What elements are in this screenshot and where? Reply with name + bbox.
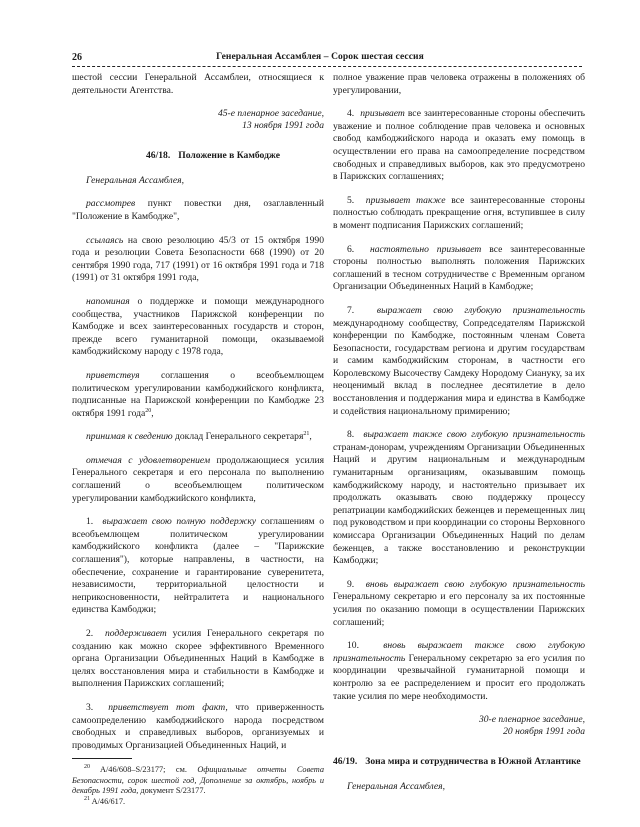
paragraph-text: все заинтересованные стороны обеспечить уважение и полное соблюдение прав человека и основных свобод камбоджийского народа и оказать ему помощь в осуществлении его права на самоопределение посредством свободных и справедливых выборов, как это предусмотрено в Парижских соглашениях; (333, 108, 586, 183)
keyword: рассмотрев (86, 198, 136, 210)
meeting-date: 20 ноября 1991 года (503, 726, 585, 738)
keyword: призывает также (365, 194, 446, 206)
preamble-paragraph (72, 296, 324, 359)
meeting-line: 45-е пленарное заседание, (217, 108, 324, 120)
paragraph-text: странам-донорам, учреждениям Организации Объединенных Наций и другим национальным и международным гуманитарным организациям, оказывавшим помощь камбоджийскому народу, и настоятельно призывает их продолжать оказывать свою поддержку процессу репатриации камбоджийских беженцев и перемещенных лиц под руководством и при координации со стороны Верховного комиссара Организации Объединенных Наций по делам беженцев, а также восстановлению и реконструкции Камбоджи; (333, 441, 585, 567)
paragraph-number: 5. (347, 194, 355, 206)
paragraph-text: все заинтересованные стороны полностью выполнять положения Парижских соглашений в тесном сотрудничестве с Временным органом Организации Объединенных Наций в Камбодже; (333, 243, 585, 293)
paragraph-number: 9. (347, 578, 355, 590)
preamble-paragraph (72, 235, 324, 285)
page-number: 26 (72, 52, 82, 63)
header-rule (72, 66, 582, 67)
keyword: ссылаясь (86, 234, 124, 246)
resolution-number: 46/19. (333, 756, 358, 768)
meeting-line: 30-е пленарное заседание, (478, 714, 585, 726)
operative-paragraph (333, 305, 585, 418)
running-head: Генеральная Ассамблея – Сорок шестая сессия (216, 52, 424, 62)
resolution-number: 46/18. (146, 150, 171, 162)
keyword: поддерживает (104, 628, 167, 639)
assembly-heading: Генеральная Ассамблея, (86, 174, 185, 186)
operative-paragraph (333, 640, 585, 703)
resolution-heading (72, 150, 324, 163)
paragraph-number: 3. (86, 701, 94, 713)
paragraph-text: на свою резолюцию 45/3 от 15 октября 1990 года и резолюции Совета Безопасности 668 (1990) от 20 сентября 1990 года, 717 (1991) от 16 октября 1991 года и 718 (1991) от 31 октября 1991 года, (72, 234, 324, 284)
meeting-signature (72, 108, 324, 132)
continuation-paragraph: полное уважение прав человека отражены в положениях об урегулировании, (333, 72, 585, 96)
resolution-title: Положение в Камбодже (178, 150, 281, 162)
keyword: настоятельно призывает (369, 243, 482, 255)
paragraph-number: 2. (86, 628, 94, 639)
right-column (333, 72, 585, 804)
resolution-heading (333, 756, 585, 769)
footnote (72, 797, 324, 808)
paragraph-number: 4. (347, 108, 355, 120)
paragraph-text: доклад Генерального секретаря (172, 431, 304, 443)
paragraph-text: продолжающиеся усилия Генерального секретаря и его персонала по выполнению соглашений о всеобъемлющем политическом урегулировании камбоджийского конфликта, (72, 454, 324, 504)
paragraph-text: соглашениям о всеобъемлющем политическом урегулировании камбоджийского конфликта (далее – "Парижские соглашения"), которые направлены, в частности, на обеспечение, сохранение и гарантирование суверенитета, независимости, территориальной целостности и неприкосновенности, нейтралитета и национального единства Камбоджи; (72, 516, 324, 616)
paragraph-number: 8. (347, 429, 355, 441)
keyword: приветствует тот факт, (108, 701, 228, 713)
paragraph-number: 6. (347, 243, 355, 255)
continuation-paragraph: шестой сессии Генеральной Ассамблеи, относящиеся к деятельности Агентства. (72, 72, 324, 96)
keyword: выражает также свою глубокую признательность (363, 429, 585, 441)
preamble-paragraph: приветствуя соглашения о всеобъемлющем политическом урегулировании камбоджийского конфликта, подписанные на Парижской конференции по Камбодже 23 октября 1991 года$^{20}$, (72, 369, 324, 419)
footnote-text: A/46/608–S/23177; см. (100, 765, 198, 775)
assembly-heading: Генеральная Ассамблея, (347, 780, 446, 792)
resolution-title: Зона мира и сотрудничества в Южной Атлантике (365, 756, 581, 768)
keyword: принимая к сведению (86, 431, 173, 443)
meeting-date: 13 ноября 1991 года (242, 120, 324, 132)
paragraph-number: 7. (347, 304, 355, 316)
operative-paragraph (333, 108, 585, 184)
operative-paragraph (333, 429, 585, 568)
keyword: вновь выражает свою глубокую признательность (365, 578, 585, 590)
footnote-mark: 21 (84, 796, 90, 803)
footnote-ref: 20 (145, 407, 152, 414)
footnote-source: Официальные отчеты Совета Безопасности, сорок шестой год, Дополнение за октябрь, ноябрь и декабрь 1991 года, (72, 765, 324, 796)
keyword: призывает (360, 108, 405, 120)
keyword: отмечая с удовлетворением (86, 454, 211, 466)
preamble-paragraph: принимая к сведению доклад Генерального секретаря$^{21}$, (86, 431, 312, 443)
keyword: выражает свою полную поддержку (102, 516, 257, 528)
operative-paragraph (333, 244, 585, 294)
footnote (72, 765, 324, 797)
keyword: вновь выражает также свою глубокую признательность (333, 640, 585, 664)
operative-paragraph (72, 702, 324, 752)
paragraph-text: международному сообществу, Сопредседателям Парижской конференции по Камбодже, постоянным членам Совета Безопасности, государствам региона и другим государствам и самим камбоджийским сторонам, в частности его Королевскому Высочеству Самдеку Нородому Сиануку, за их неоценимый вклад в последнее десятилетие в дело восстановления и поддержания мира и единства в Камбодже и содействия национальному примирению; (333, 317, 585, 417)
meeting-signature (333, 714, 585, 738)
operative-paragraph (333, 579, 585, 629)
keyword: выражает свою глубокую признательность (376, 304, 585, 316)
paragraph-number: 1. (86, 516, 94, 528)
keyword: приветствуя (86, 369, 140, 381)
operative-paragraph (333, 195, 585, 233)
paragraph-text: все заинтересованные стороны полностью соблюдать прекращение огня, вступившее в силу в момент подписания Парижских соглашений; (333, 194, 585, 231)
left-column (72, 72, 324, 807)
footnotes (72, 758, 324, 807)
paragraph-text: усилия Генерального секретаря по созданию как можно скорее эффективного Временного органа Организации Объединенных Наций в Камбодже в целях восстановления мира и стабильности в Камбодже и выполнения Парижских соглашений; (72, 628, 325, 690)
footnote-rule (72, 758, 132, 759)
paragraph-text: соглашения о всеобъемлющем политическом урегулировании камбоджийского конфликта, подписанные на Парижской конференции по Камбодже 23 октября 1991 года (72, 369, 324, 419)
footnote-text: A/46/617. (91, 796, 126, 806)
paragraph-number: 10. (347, 640, 359, 652)
preamble-paragraph (72, 455, 324, 505)
footnote-ref: 21 (303, 431, 310, 438)
footnote-mark: 20 (84, 764, 90, 771)
keyword: напоминая (86, 295, 130, 307)
paragraph-text: Генеральному секретарю и его персоналу за их постоянные усилия по оказанию помощи в осуществлении Парижских соглашений; (333, 591, 585, 628)
operative-paragraph (72, 516, 324, 617)
paragraph-text: Генеральному секретарю за его усилия по координации чрезвычайной гуманитарной помощи и контролю за ее распределением и просит его продолжать такие усилия по мере необходимости. (333, 652, 585, 702)
operative-paragraph (72, 628, 324, 691)
paragraph-text: что приверженность самоопределению камбоджийского народа посредством свободных и справедливых выборов, организуемых и проводимых Организацией Объединенных Наций, и (72, 701, 324, 751)
footnote-text: документ S/23177. (138, 786, 206, 796)
preamble-paragraph (72, 198, 324, 223)
paragraph-text: пункт повестки дня, озаглавленный "Положение в Камбодже", (72, 198, 324, 222)
paragraph-text: о поддержке и помощи международного сообщества, участников Парижской конференции по Камбодже и всех заинтересованных государств и сторон, прежде всего гуманитарной помощи, оказываемой камбоджийскому народу с 1978 года, (72, 295, 324, 358)
